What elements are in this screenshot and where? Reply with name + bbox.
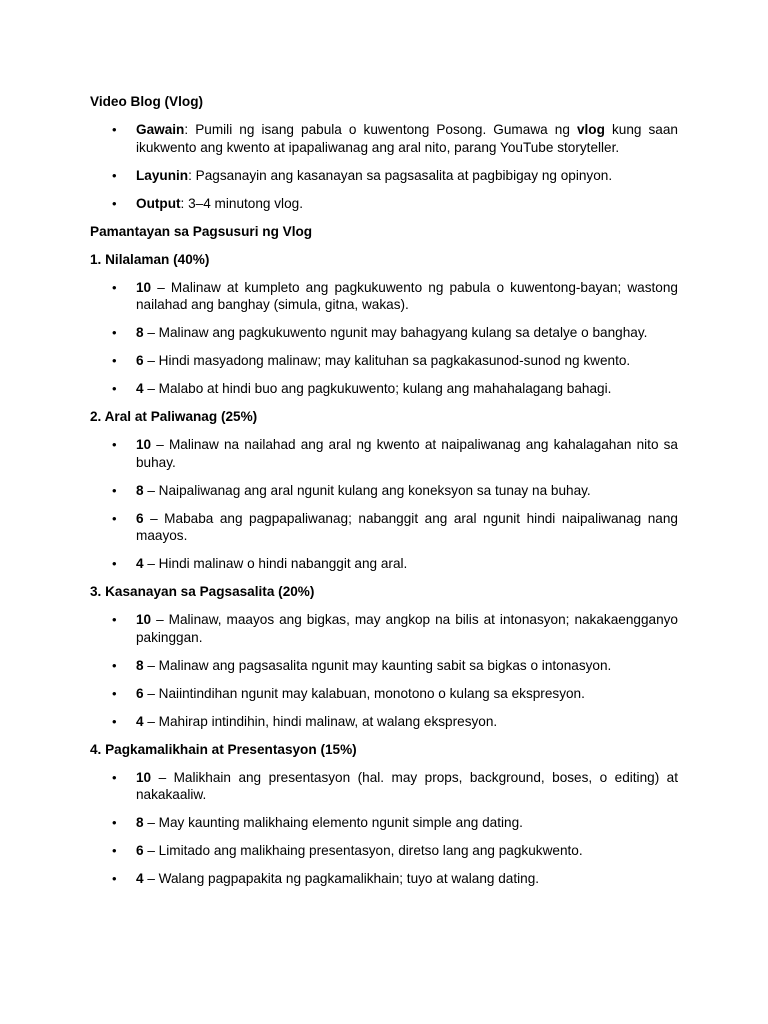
criterion-heading: 2. Aral at Paliwanag (25%) xyxy=(90,409,258,424)
intro-key: Output xyxy=(136,195,181,211)
level-item xyxy=(90,482,678,500)
level-item xyxy=(90,611,678,646)
level-item xyxy=(90,510,678,545)
intro-text-bold: vlog xyxy=(576,122,605,137)
level-score: 10 xyxy=(136,437,152,452)
level-item xyxy=(90,870,678,888)
level-text: – Mababa ang pagpapaliwanag; nabanggit ang aral ngunit hindi naipaliwanag nang maayos. xyxy=(136,510,678,543)
level-text: – Mahirap intindihin, hindi malinaw, at walang ekspresyon. xyxy=(143,713,498,729)
criterion-levels xyxy=(90,769,678,888)
intro-text: kung saan ikukwento ang kwento at ipapaliwanag ang aral nito, parang YouTube storyteller. xyxy=(136,122,678,155)
level-text: – Malikhain ang presentasyon (hal. may props, background, boses, o editing) at nakakaaliw. xyxy=(136,769,678,802)
level-score: 4 xyxy=(136,713,144,729)
level-text: – Malinaw, maayos ang bigkas, may angkop na bilis at intonasyon; nakakaengganyo pakinggan. xyxy=(136,612,678,645)
level-score: 6 xyxy=(136,353,144,368)
level-text: – Naipaliwanag ang aral ngunit kulang ang koneksyon sa tunay na buhay. xyxy=(143,482,591,498)
intro-item-output xyxy=(90,195,678,213)
level-text: – Malinaw at kumpleto ang pagkukuwento ng pabula o kuwentong-bayan; wastong nailahad ang banghay (simula, gitna, wakas). xyxy=(136,279,678,312)
level-item xyxy=(90,769,678,804)
level-score: 4 xyxy=(136,556,144,571)
level-score: 10 xyxy=(136,279,152,295)
level-score: 8 xyxy=(136,482,144,498)
criterion-heading: 4. Pagkamalikhain at Presentasyon (15%) xyxy=(90,741,357,757)
intro-item-gawain xyxy=(90,121,678,156)
level-score: 6 xyxy=(136,685,144,701)
level-item xyxy=(90,685,678,703)
criterion-levels xyxy=(90,436,678,573)
rubric-title: Pamantayan sa Pagsusuri ng Vlog xyxy=(90,223,313,239)
level-text: – Hindi malinaw o hindi nabanggit ang aral. xyxy=(143,556,408,571)
intro-key: Gawain xyxy=(136,122,185,137)
intro-text: : Pagsanayin ang kasanayan sa pagsasalita at pagbibigay ng opinyon. xyxy=(188,167,613,183)
criterion-heading: 1. Nilalaman (40%) xyxy=(90,251,210,267)
level-text: – Malinaw ang pagkukuwento ngunit may bahagyang kulang sa detalye o banghay. xyxy=(143,325,648,340)
intro-text: : 3–4 minutong vlog. xyxy=(180,195,303,211)
level-text: – Malinaw ang pagsasalita ngunit may kaunting sabit sa bigkas o intonasyon. xyxy=(143,657,612,673)
level-item xyxy=(90,814,678,832)
level-item xyxy=(90,713,678,731)
level-score: 6 xyxy=(136,510,144,526)
level-item xyxy=(90,324,678,342)
criterion-heading: 3. Kasanayan sa Pagsasalita (20%) xyxy=(90,584,315,599)
level-text: – Naiintindihan ngunit may kalabuan, monotono o kulang sa ekspresyon. xyxy=(143,685,585,701)
level-text: – Malabo at hindi buo ang pagkukuwento; kulang ang mahahalagang bahagi. xyxy=(143,381,612,396)
level-score: 10 xyxy=(136,612,152,627)
document-title: Video Blog (Vlog) xyxy=(90,94,204,109)
level-score: 8 xyxy=(136,325,144,340)
level-score: 8 xyxy=(136,815,144,830)
level-score: 10 xyxy=(136,769,152,785)
intro-text: : Pumili ng isang pabula o kuwentong Posong. Gumawa ng xyxy=(184,122,577,137)
level-text: – Hindi masyadong malinaw; may kalituhan sa pagkakasunod-sunod ng kwento. xyxy=(143,353,631,368)
level-item xyxy=(90,279,678,314)
criterion-levels xyxy=(90,611,678,730)
level-item xyxy=(90,555,678,573)
intro-key: Layunin xyxy=(136,167,189,183)
level-score: 6 xyxy=(136,843,144,858)
level-item xyxy=(90,436,678,471)
level-text: – Malinaw na nailahad ang aral ng kwento at naipaliwanag ang kahalagahan nito sa buhay. xyxy=(136,437,678,470)
criterion-levels xyxy=(90,279,678,398)
level-text: – Walang pagpapakita ng pagkamalikhain; tuyo at walang dating. xyxy=(143,871,540,886)
level-item xyxy=(90,842,678,860)
level-score: 4 xyxy=(136,381,144,396)
level-item xyxy=(90,380,678,398)
level-item xyxy=(90,352,678,370)
level-text: – Limitado ang malikhaing presentasyon, diretso lang ang pagkukwento. xyxy=(143,843,583,858)
level-item xyxy=(90,657,678,675)
level-score: 8 xyxy=(136,657,144,673)
intro-list xyxy=(90,121,678,212)
level-text: – May kaunting malikhaing elemento ngunit simple ang dating. xyxy=(143,815,523,830)
intro-item-layunin xyxy=(90,167,678,185)
level-score: 4 xyxy=(136,871,144,886)
